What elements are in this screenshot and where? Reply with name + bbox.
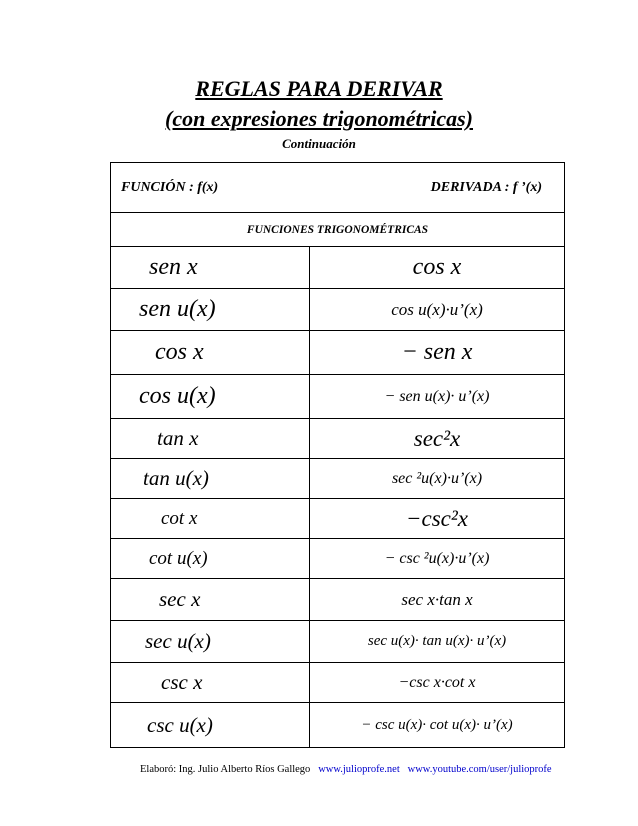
continuation-note: Continuación — [282, 136, 356, 151]
table-row — [111, 663, 564, 703]
table-row — [111, 703, 564, 747]
table-row — [111, 579, 564, 621]
derivative-cell: cos u(x)·u’(x) — [391, 299, 483, 319]
table-row — [111, 459, 564, 499]
youtube-link[interactable]: www.youtube.com/user/julioprofe — [407, 764, 552, 775]
derivative-cell: cos x — [412, 254, 462, 280]
derivative-cell: sec u(x)· tan u(x)· u’(x) — [367, 633, 507, 649]
derivative-cell: − sen x — [401, 339, 473, 365]
page-title: REGLAS PARA DERIVAR — [195, 76, 443, 101]
function-cell: cot u(x) — [111, 539, 310, 578]
page-subtitle: (con expresiones trigonométricas) — [165, 106, 473, 131]
function-cell: cot x — [111, 499, 310, 538]
function-cell: sec x — [111, 579, 310, 620]
derivative-cell: − csc ²u(x)·u’(x) — [384, 549, 490, 567]
footer — [140, 764, 552, 775]
table-header-row — [111, 163, 564, 213]
derivative-cell: sec x·tan x — [401, 589, 473, 609]
function-cell: sen x — [111, 247, 310, 288]
derivative-cell: −csc²x — [406, 505, 468, 531]
section-label: FUNCIONES TRIGONOMÉTRICAS — [246, 223, 429, 236]
derivative-cell: − sen u(x)· u’(x) — [384, 387, 490, 405]
function-cell: csc u(x) — [111, 703, 310, 747]
table-row — [111, 289, 564, 331]
table-row — [111, 539, 564, 579]
derivative-cell: sec ²u(x)·u’(x) — [391, 469, 483, 487]
function-cell: tan x — [111, 419, 310, 458]
website-link[interactable]: www.julioprofe.net — [318, 764, 400, 775]
table-row — [111, 331, 564, 375]
section-header-row — [111, 213, 564, 247]
footer-author: Elaboró: Ing. Julio Alberto Ríos Gallego — [140, 764, 311, 775]
derivative-cell: −csc x·cot x — [398, 673, 476, 691]
derivative-rules-table — [110, 162, 565, 748]
table-row — [111, 621, 564, 663]
column-header-function: FUNCIÓN : f(x) — [121, 179, 219, 195]
function-cell: cos x — [111, 331, 310, 374]
column-header-derivative: DERIVADA : f ’(x) — [430, 179, 542, 195]
function-cell: csc x — [111, 663, 310, 702]
function-cell: sen u(x) — [111, 289, 310, 330]
table-row — [111, 499, 564, 539]
table-row — [111, 247, 564, 289]
function-cell: sec u(x) — [111, 621, 310, 662]
derivative-cell: sec²x — [413, 425, 461, 451]
function-cell: tan u(x) — [111, 459, 310, 498]
table-row — [111, 419, 564, 459]
table-row — [111, 375, 564, 419]
derivative-cell: − csc u(x)· cot u(x)· u’(x) — [361, 716, 513, 733]
function-cell: cos u(x) — [111, 375, 310, 418]
